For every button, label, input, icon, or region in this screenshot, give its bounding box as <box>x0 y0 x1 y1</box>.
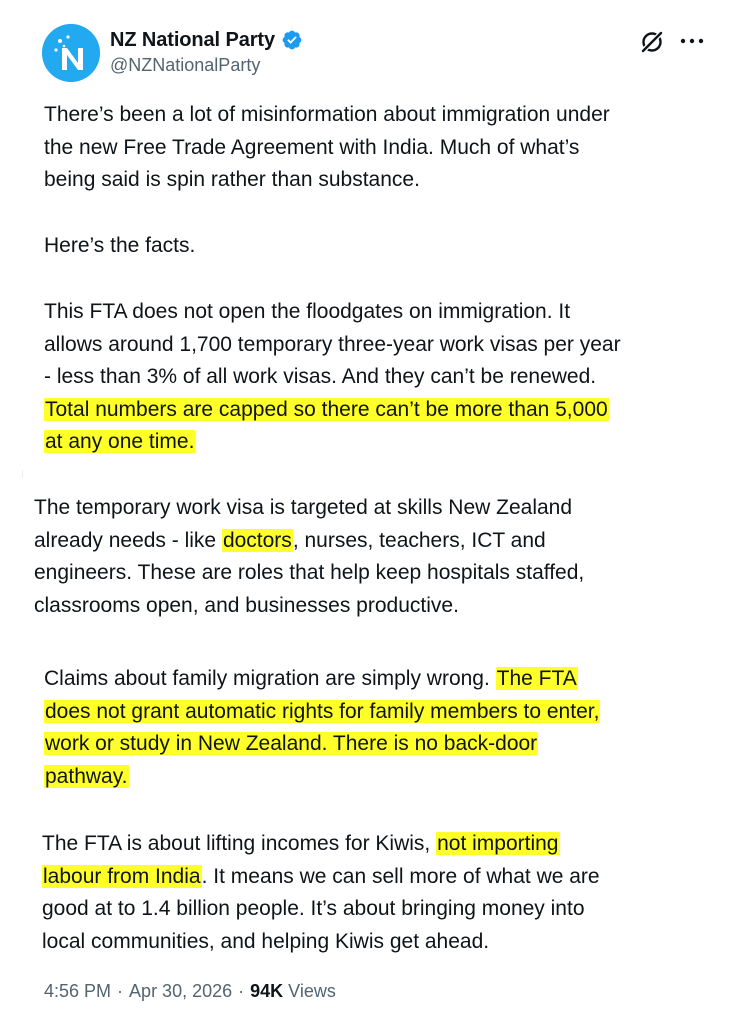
more-icon[interactable] <box>678 34 706 48</box>
separator: · <box>117 981 124 1001</box>
highlighted-text: does not grant automatic rights for family members to enter, <box>45 699 600 723</box>
text-line: the new Free Trade Agreement with India. Much of what’s <box>44 135 580 159</box>
divider <box>22 470 23 478</box>
views-count[interactable]: 94K <box>250 981 284 1001</box>
text-line: There’s been a lot of misinformation about immigration under <box>44 103 610 126</box>
grok-icon[interactable] <box>639 29 665 55</box>
highlighted-text: doctors <box>222 528 292 552</box>
tweet-paragraph-5 <box>44 663 600 793</box>
tweet-paragraph-3 <box>44 296 621 459</box>
highlighted-text: work or study in New Zealand. There is no back-door <box>45 732 538 755</box>
national-party-logo-icon <box>42 24 100 82</box>
author-name[interactable]: NZ National Party <box>110 28 275 51</box>
author-name-row <box>110 27 303 53</box>
text-fragment: , nurses, teachers, ICT and <box>292 528 546 552</box>
text-fragment: Claims about family migration are simply wrong. <box>44 667 496 690</box>
post-date[interactable]: Apr 30, 2026 <box>129 981 233 1001</box>
text-line: classrooms open, and businesses productive. <box>34 593 459 617</box>
text-line: local communities, and helping Kiwis get ahead. <box>42 929 490 953</box>
highlighted-text: pathway. <box>45 764 128 788</box>
avatar[interactable] <box>42 24 100 82</box>
tweet-paragraph-1 <box>44 99 610 197</box>
text-line: good at to 1.4 billion people. It’s about bringing money into <box>42 897 585 920</box>
text-line: This FTA does not open the floodgates on immigration. It <box>44 300 571 323</box>
tweet-paragraph-6 <box>42 828 600 958</box>
verified-badge-icon[interactable] <box>281 29 303 51</box>
post-time[interactable]: 4:56 PM <box>44 981 112 1001</box>
highlighted-text: labour from India <box>43 864 201 888</box>
tweet-paragraph-2 <box>44 230 195 263</box>
highlighted-text: at any one time. <box>45 430 195 453</box>
text-line: engineers. These are roles that help keep hospitals staffed, <box>34 561 585 584</box>
separator: · <box>238 981 245 1001</box>
text-fragment: already needs - like <box>34 528 222 552</box>
highlighted-text: not importing <box>437 832 559 855</box>
text-line: Here’s the facts. <box>44 234 196 257</box>
text-line: - less than 3% of all work visas. And they can’t be renewed. <box>44 365 597 388</box>
text-line: The temporary work visa is targeted at skills New Zealand <box>34 496 573 519</box>
highlighted-text: Total numbers are capped so there can’t be more than 5,000 <box>45 397 608 421</box>
text-fragment: The FTA is about lifting incomes for Kiwis, <box>42 832 437 855</box>
text-fragment: . It means we can sell more of what we are <box>201 864 600 888</box>
text-line: allows around 1,700 temporary three-year work visas per year <box>44 332 621 356</box>
views-label: Views <box>288 981 336 1001</box>
tweet-metadata <box>44 981 336 1002</box>
highlighted-text: The FTA <box>496 667 577 690</box>
tweet-paragraph-4 <box>34 492 584 622</box>
author-handle[interactable]: @NZNationalParty <box>110 55 261 75</box>
text-line: being said is spin rather than substance. <box>44 168 420 191</box>
